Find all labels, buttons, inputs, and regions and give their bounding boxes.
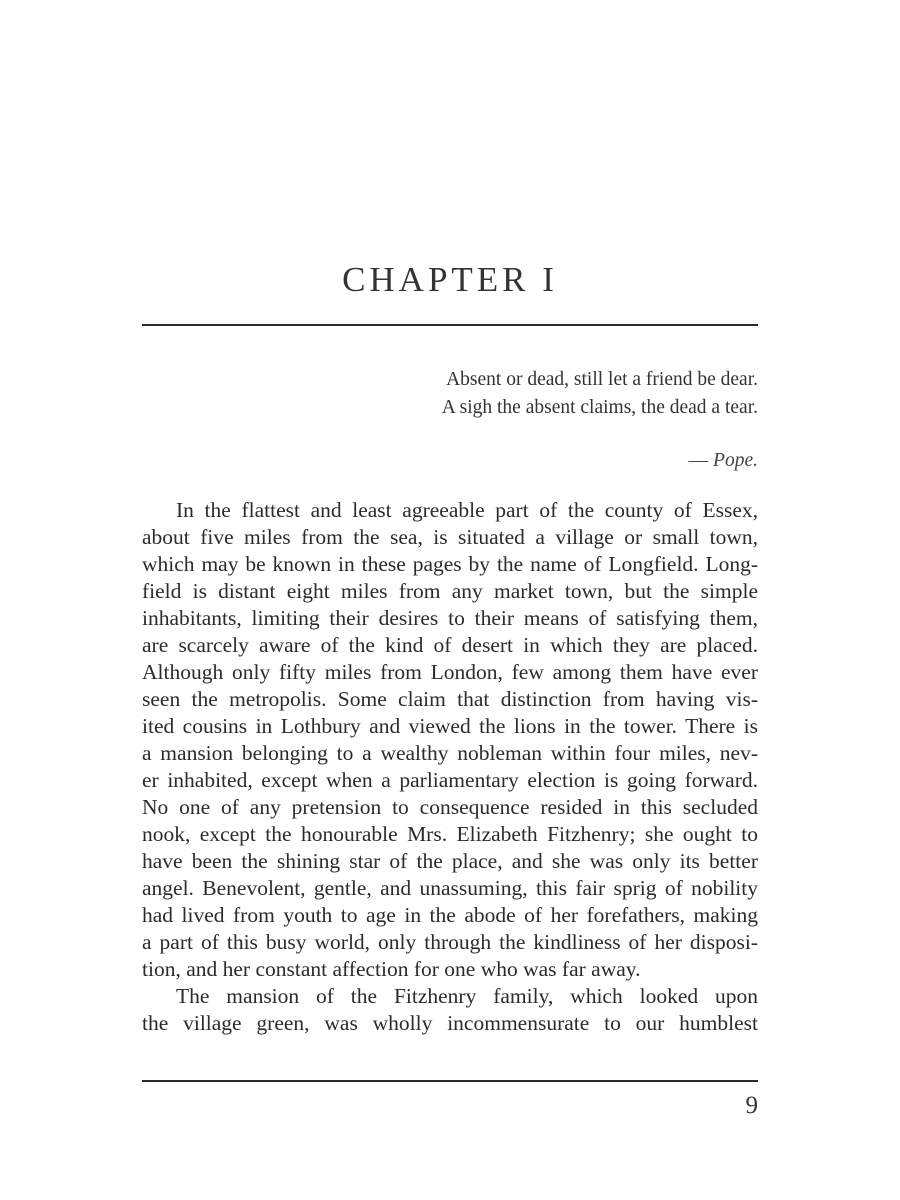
bottom-rule (142, 1080, 758, 1082)
paragraph-line: tion, and her constant affection for one who was far away. (142, 957, 641, 981)
page-number: 9 (745, 1092, 758, 1119)
paragraph-line: a mansion belonging to a wealthy nobleman within four miles, nev- (142, 741, 758, 765)
paragraph-line: er inhabited, except when a parliamentary election is going forward. (142, 768, 758, 792)
paragraph-line: the village green, was wholly incommensurate to our humblest (142, 1011, 758, 1035)
paragraph-line: about five miles from the sea, is situated a village or small town, (142, 525, 758, 549)
paragraph-line: In the flattest and least agreeable part of the county of Essex, (176, 498, 758, 522)
epigraph-line: Absent or dead, still let a friend be dear. (446, 369, 758, 390)
paragraph-line: inhabitants, limiting their desires to their means of satisfying them, (142, 606, 758, 630)
epigraph-attribution (689, 447, 758, 475)
epigraph-line: A sigh the absent claims, the dead a tear. (441, 397, 758, 418)
paragraph-line: field is distant eight miles from any market town, but the simple (142, 579, 758, 603)
paragraph-line: which may be known in these pages by the name of Longfield. Long- (142, 552, 758, 576)
epigraph (442, 366, 758, 422)
paragraph-line: nook, except the honourable Mrs. Elizabeth Fitzhenry; she ought to (142, 822, 758, 846)
attribution-dash: — (688, 450, 714, 471)
paragraph-line: have been the shining star of the place, and she was only its better (142, 849, 758, 873)
paragraph-line: had lived from youth to age in the abode of her forefathers, making (142, 903, 758, 927)
paragraph-line: No one of any pretension to consequence resided in this secluded (142, 795, 758, 819)
paragraph-line: a part of this busy world, only through the kindliness of her disposi- (142, 930, 758, 954)
paragraph-line: ited cousins in Lothbury and viewed the lions in the tower. There is (142, 714, 758, 738)
paragraph-line: angel. Benevolent, gentle, and unassuming, this fair sprig of nobility (142, 876, 758, 900)
body-text (142, 497, 758, 1037)
chapter-title: CHAPTER I (342, 260, 558, 299)
paragraph-line: Although only fifty miles from London, few among them have ever (142, 660, 758, 684)
paragraph-line: The mansion of the Fitzhenry family, which looked upon (176, 984, 758, 1008)
paragraph-line: seen the metropolis. Some claim that distinction from having vis- (142, 687, 758, 711)
paragraph-line: are scarcely aware of the kind of desert in which they are placed. (142, 633, 758, 657)
attribution-author: Pope. (713, 450, 758, 471)
top-rule (142, 324, 758, 326)
